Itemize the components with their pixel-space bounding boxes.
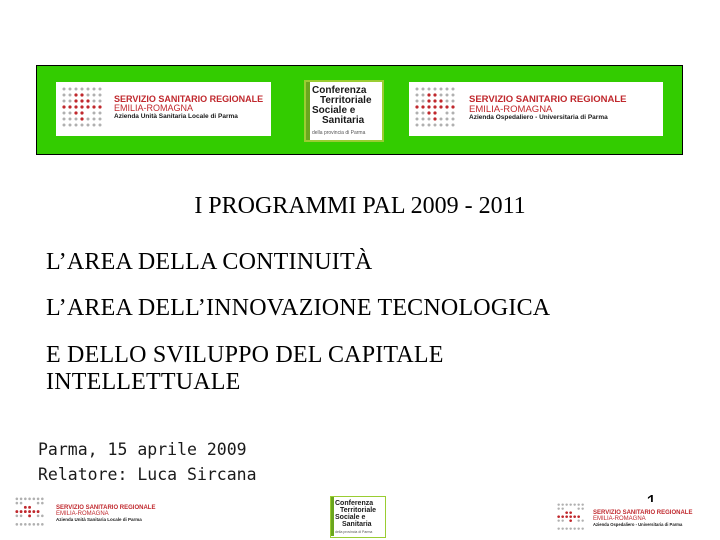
conferenza-logo-bar: [306, 82, 310, 140]
logo-org: Azienda Ospedaliero - Universitaria di Parma: [593, 521, 683, 527]
conferenza-line3: Sociale e: [335, 514, 366, 521]
logo-region: EMILIA-ROMAGNA: [114, 103, 194, 114]
conferenza-line3: Sociale e: [312, 105, 356, 116]
ao-parma-logo: [409, 82, 663, 136]
dot-grid-icon: [413, 85, 461, 133]
conferenza-line2: Territoriale: [320, 95, 372, 106]
logo-region: EMILIA-ROMAGNA: [593, 516, 646, 523]
dot-grid-icon: [60, 85, 108, 133]
footer-ao-logo: [556, 502, 716, 534]
logo-title: SERVIZIO SANITARIO REGIONALE: [469, 94, 627, 105]
area-continuita: L’AREA DELLA CONTINUITÀ: [46, 249, 373, 275]
speaker: Relatore: Luca Sircana: [38, 465, 257, 484]
slide-title: I PROGRAMMI PAL 2009 - 2011: [194, 193, 526, 219]
conferenza-line4: Sanitaria: [342, 521, 372, 528]
conferenza-footer: della provincia di Parma: [335, 530, 373, 534]
logo-title: SERVIZIO SANITARIO REGIONALE: [56, 505, 156, 511]
dot-grid-icon: [556, 502, 588, 534]
conferenza-line1: Conferenza: [312, 85, 367, 96]
logo-region: EMILIA-ROMAGNA: [469, 103, 553, 115]
conferenza-line4: Sanitaria: [322, 115, 365, 126]
area-innovazione: L’AREA DELL’INNOVAZIONE TECNOLOGICA: [46, 295, 551, 321]
logo-org: Azienda Unità Sanitaria Locale di Parma: [114, 112, 238, 120]
logo-title: SERVIZIO SANITARIO REGIONALE: [114, 94, 264, 104]
dot-grid-icon: [14, 496, 48, 530]
conferenza-logo: [304, 80, 384, 142]
logo-org: Azienda Ospedaliero - Universitaria di Parma: [469, 113, 608, 121]
presentation-date: Parma, 15 aprile 2009: [38, 440, 247, 459]
logo-org: Azienda Unità Sanitaria Locale di Parma: [56, 516, 142, 522]
area-sviluppo: E DELLO SVILUPPO DEL CAPITALE: [46, 342, 444, 368]
conferenza-logo-bar: [331, 497, 334, 536]
header-banner: [36, 65, 683, 155]
conferenza-line2: Territoriale: [340, 507, 377, 514]
logo-title: SERVIZIO SANITARIO REGIONALE: [593, 510, 693, 516]
conferenza-footer: della provincia di Parma: [312, 130, 366, 136]
footer-conferenza-logo: [330, 496, 386, 538]
area-intellettuale: INTELLETTUALE: [46, 369, 241, 395]
logo-region: EMILIA-ROMAGNA: [56, 511, 109, 518]
conferenza-line1: Conferenza: [335, 500, 374, 507]
footer-ausl-logo: [14, 496, 179, 530]
ausl-parma-logo: [56, 82, 271, 136]
